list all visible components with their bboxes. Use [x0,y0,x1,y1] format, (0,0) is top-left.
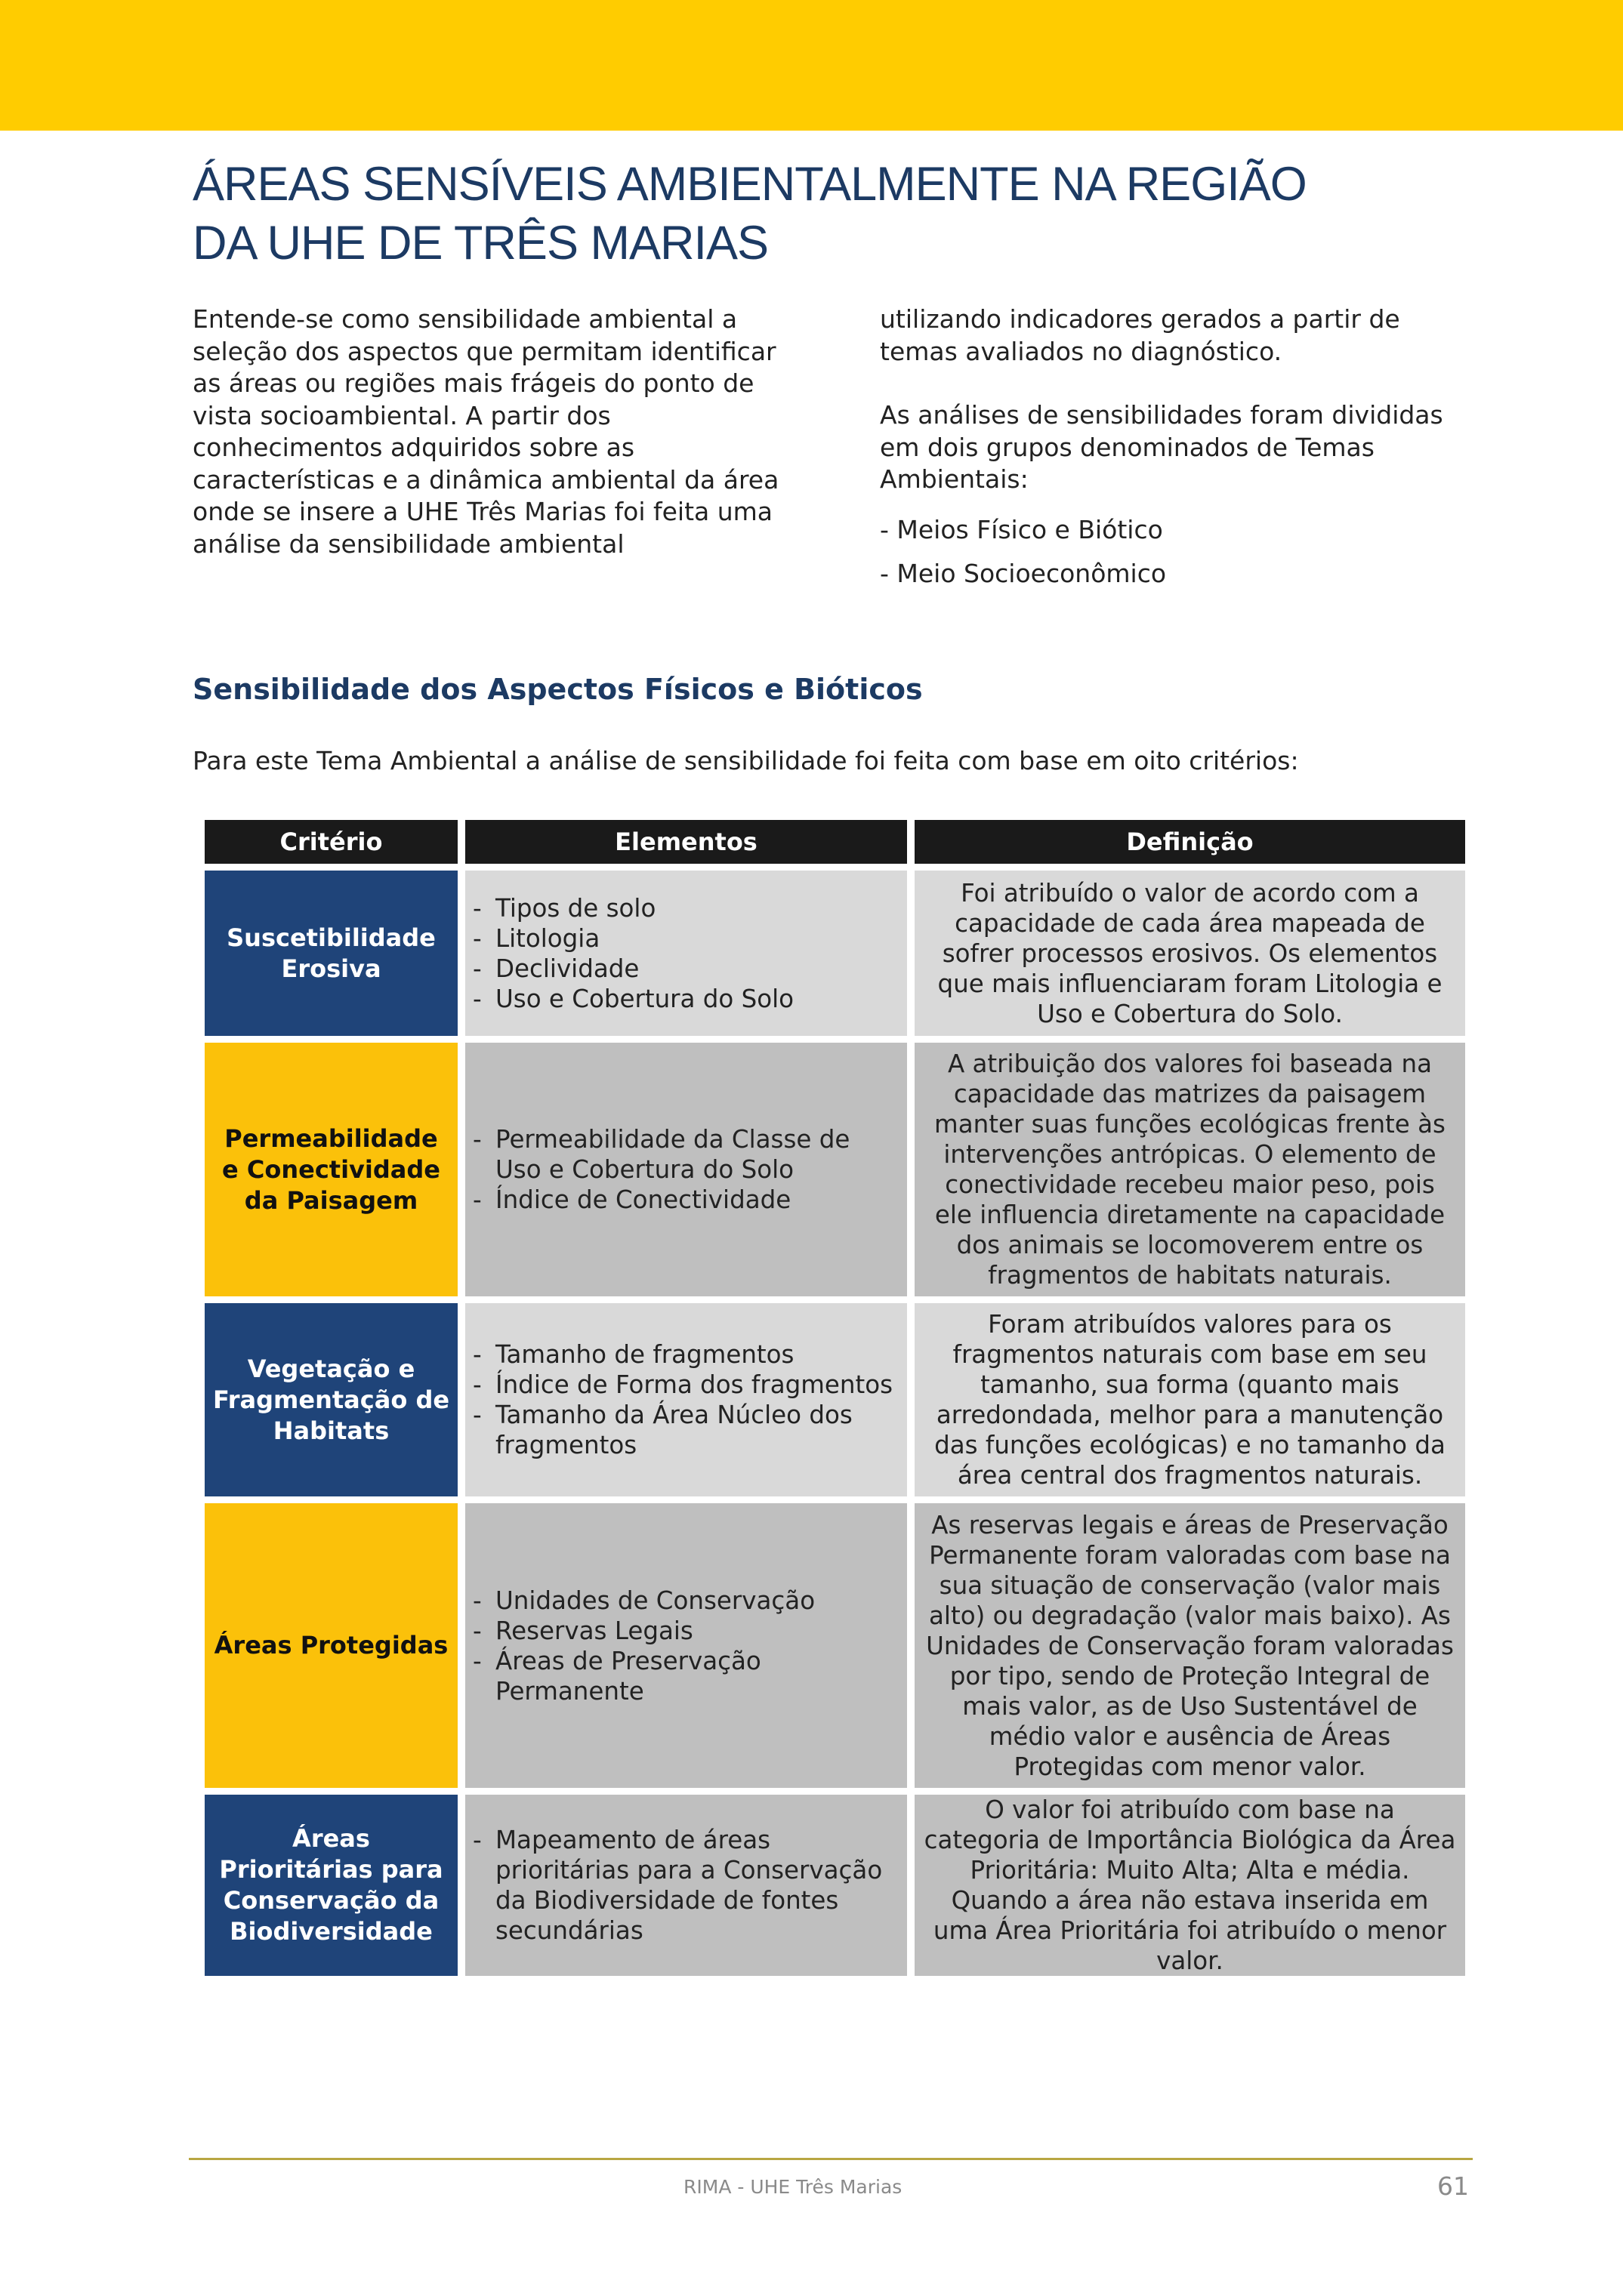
header-criterio: Critério [205,820,458,864]
definition-cell: As reservas legais e áreas de Preservação Permanente foram valoradas com base na sua situação de conservação (valor mais alto) ou degradação (valor mais baixo). As Unidades de Conservação foram valoradas por tipo, sendo de Proteção Integral de mais valor, as de Uso Sustentável de médio valor e ausência de Áreas Protegidas com menor valor. [915,1503,1465,1788]
elements-cell [465,1043,907,1296]
table-row [205,1795,1465,1976]
footer-text: RIMA - UHE Três Marias [683,2176,903,2198]
section-intro: Para este Tema Ambiental a análise de sensibilidade foi feita com base em oito critérios: [193,746,1299,775]
element-item: - Índice de Forma dos fragmentos [473,1370,901,1400]
element-item: - Áreas de Preservação Permanente [473,1646,901,1706]
element-item: - Litologia [473,923,901,954]
elements-cell [465,1503,907,1788]
element-item: - Índice de Conectividade [473,1185,901,1215]
theme-group-item: - Meio Socioeconômico [880,559,1167,588]
theme-group-item: - Meios Físico e Biótico [880,514,1163,544]
page-title [193,155,1476,273]
element-item: - Reservas Legais [473,1616,901,1646]
table-row [205,871,1465,1036]
elements-cell [465,871,907,1036]
table-row [205,1303,1465,1496]
elements-cell [465,1303,907,1496]
element-item: - Tamanho da Área Núcleo dos fragmentos [473,1400,901,1460]
element-item: - Uso e Cobertura do Solo [473,984,901,1014]
table-header-row [205,820,1465,864]
table-row [205,1043,1465,1296]
intro-column-left [193,304,797,560]
definition-cell: A atribuição dos valores foi baseada na capacidade das matrizes da paisagem manter suas funções ecológicas frente às intervenções antrópicas. O elemento de conectividade recebeu maior peso, pois ele influencia diretamente na capacidade dos animais se locomoverem entre os fragmentos de habitats naturais. [915,1043,1465,1296]
page-title-line-1: ÁREAS SENSÍVEIS AMBIENTALMENTE NA REGIÃO [193,158,1307,211]
definition-cell: O valor foi atribuído com base na categoria de Importância Biológica da Área Prioritária: Muito Alta; Alta e média. Quando a área não estava inserida em uma Área Prioritária foi atribuído o menor valor. [915,1795,1465,1976]
criterion-cell: Vegetação e Fragmentação de Habitats [205,1303,458,1496]
element-item: - Declividade [473,954,901,984]
page-title-line-2: DA UHE DE TRÊS MARIAS [193,217,769,270]
element-item: - Tipos de solo [473,893,901,923]
intro-left-paragraph: Entende-se como sensibilidade ambiental a seleção dos aspectos que permitam identificar as áreas ou regiões mais frágeis do ponto de vista socioambiental. A partir dos conhecimentos adquiridos sobre as características e a dinâmica ambiental da área onde se insere a UHE Três Marias foi feita uma análise da sensibilidade ambiental [193,304,779,559]
criterion-cell: Áreas Prioritárias para Conservação da Biodiversidade [205,1795,458,1976]
top-color-band [0,0,1623,131]
criterion-cell: Permeabilidade e Conectividade da Paisagem [205,1043,458,1296]
header-definicao: Definição [915,820,1465,864]
criterion-cell: Áreas Protegidas [205,1503,458,1788]
criterion-cell: Suscetibilidade Erosiva [205,871,458,1036]
table-row [205,1503,1465,1788]
criteria-table [197,813,1473,1983]
definition-cell: Foi atribuído o valor de acordo com a capacidade de cada área mapeada de sofrer processos erosivos. Os elementos que mais influenciaram foram Litologia e Uso e Cobertura do Solo. [915,871,1465,1036]
theme-groups-list [880,514,1484,590]
intro-right-paragraph-2: As análises de sensibilidades foram divididas em dois grupos denominados de Temas Ambientais: [880,400,1443,494]
element-item: - Tamanho de fragmentos [473,1339,901,1370]
section-subtitle: Sensibilidade dos Aspectos Físicos e Bióticos [193,673,923,706]
header-elementos: Elementos [465,820,907,864]
element-item: - Permeabilidade da Classe de Uso e Cobertura do Solo [473,1124,901,1185]
intro-right-paragraph-1: utilizando indicadores gerados a partir de temas avaliados no diagnóstico. [880,304,1400,366]
elements-cell [465,1795,907,1976]
definition-cell: Foram atribuídos valores para os fragmentos naturais com base em seu tamanho, sua forma (quanto mais arredondada, melhor para a manutenção das funções ecológicas) e no tamanho da área central dos fragmentos naturais. [915,1303,1465,1496]
element-item: - Unidades de Conservação [473,1586,901,1616]
page-number: 61 [1437,2171,1469,2201]
element-item: - Mapeamento de áreas prioritárias para a Conservação da Biodiversidade de fontes secundárias [473,1825,901,1946]
footer-divider [189,2158,1473,2160]
intro-column-right [880,304,1484,603]
